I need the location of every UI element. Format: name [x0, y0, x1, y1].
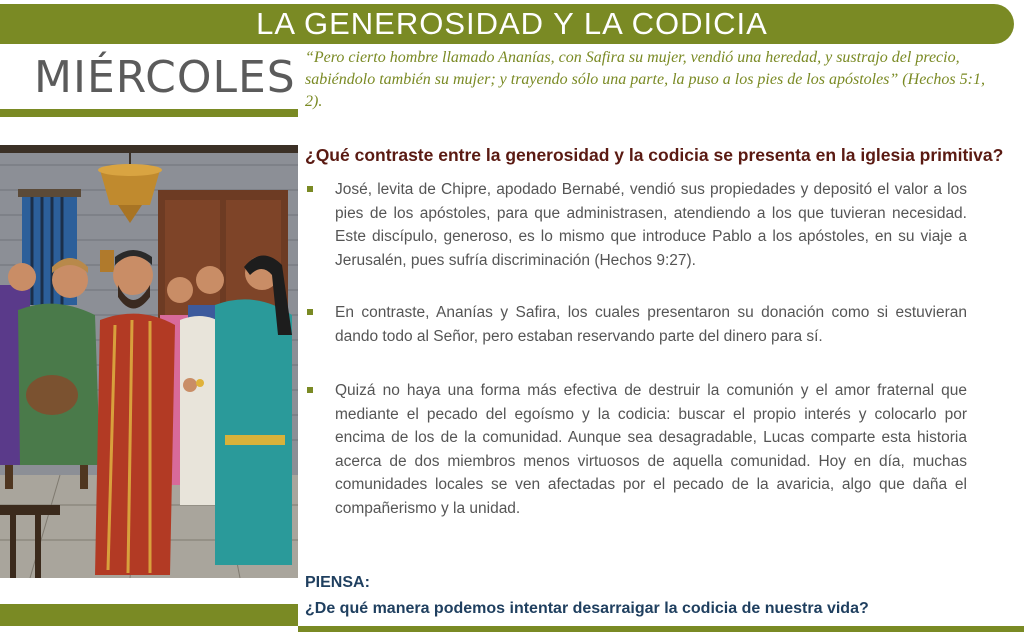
square-bullet-icon — [307, 387, 313, 393]
think-question: ¿De qué manera podemos intentar desarraigar la codicia de nuestra vida? — [305, 600, 869, 617]
illustration-image — [0, 145, 298, 578]
section-question: ¿Qué contraste entre la generosidad y la codicia se presenta en la iglesia primitiva? — [305, 145, 1004, 165]
list-item-text: Quizá no haya una forma más efectiva de destruir la comunión y el amor fraternal que mediante el pecado del egoísmo y la codicia: buscar el propio interés y colocarlo por encima de los de la comunidad. Aunque sea desagradable, Lucas comparte esta historia acerca de dos miembros menos virtuosos de aquella comunidad. Hoy en día, muchas comunidades locales se ven afectadas por el pecado de la avaricia, algo que daña el compañerismo y la unidad. — [335, 382, 967, 517]
square-bullet-icon — [307, 309, 313, 315]
day-label: MIÉRCOLES — [34, 52, 296, 103]
day-underline — [0, 109, 298, 117]
footer-bar — [0, 604, 298, 626]
page-title: LA GENEROSIDAD Y LA CODICIA — [256, 6, 768, 41]
list-item — [305, 301, 967, 348]
footer-line — [298, 626, 1024, 632]
square-bullet-icon — [307, 186, 313, 192]
list-item-text: En contraste, Ananías y Safira, los cuales presentaron su donación como si estuvieran dando todo al Señor, pero estaban reservando parte del dinero para sí. — [335, 304, 967, 345]
list-item-text: José, levita de Chipre, apodado Bernabé, vendió sus propiedades y depositó el valor a los pies de los apóstoles, para que administrasen, atendiendo a los que tuvieran necesidad. Este discípulo, generoso, es lo mismo que introduce Pablo a los apóstoles, en su viaje a Jerusalén, pues sufría discriminación (Hechos 9:27). — [335, 181, 967, 269]
bible-quote: “Pero cierto hombre llamado Ananías, con Safira su mujer, vendió una heredad, y sustrajo del precio, sabiéndolo también su mujer; y trayendo sólo una parte, la puso a los pies de los apóstoles” (Hechos 5:1, 2). — [305, 49, 985, 110]
think-label: PIENSA: — [305, 574, 370, 591]
list-item — [305, 379, 967, 520]
list-item — [305, 178, 967, 272]
